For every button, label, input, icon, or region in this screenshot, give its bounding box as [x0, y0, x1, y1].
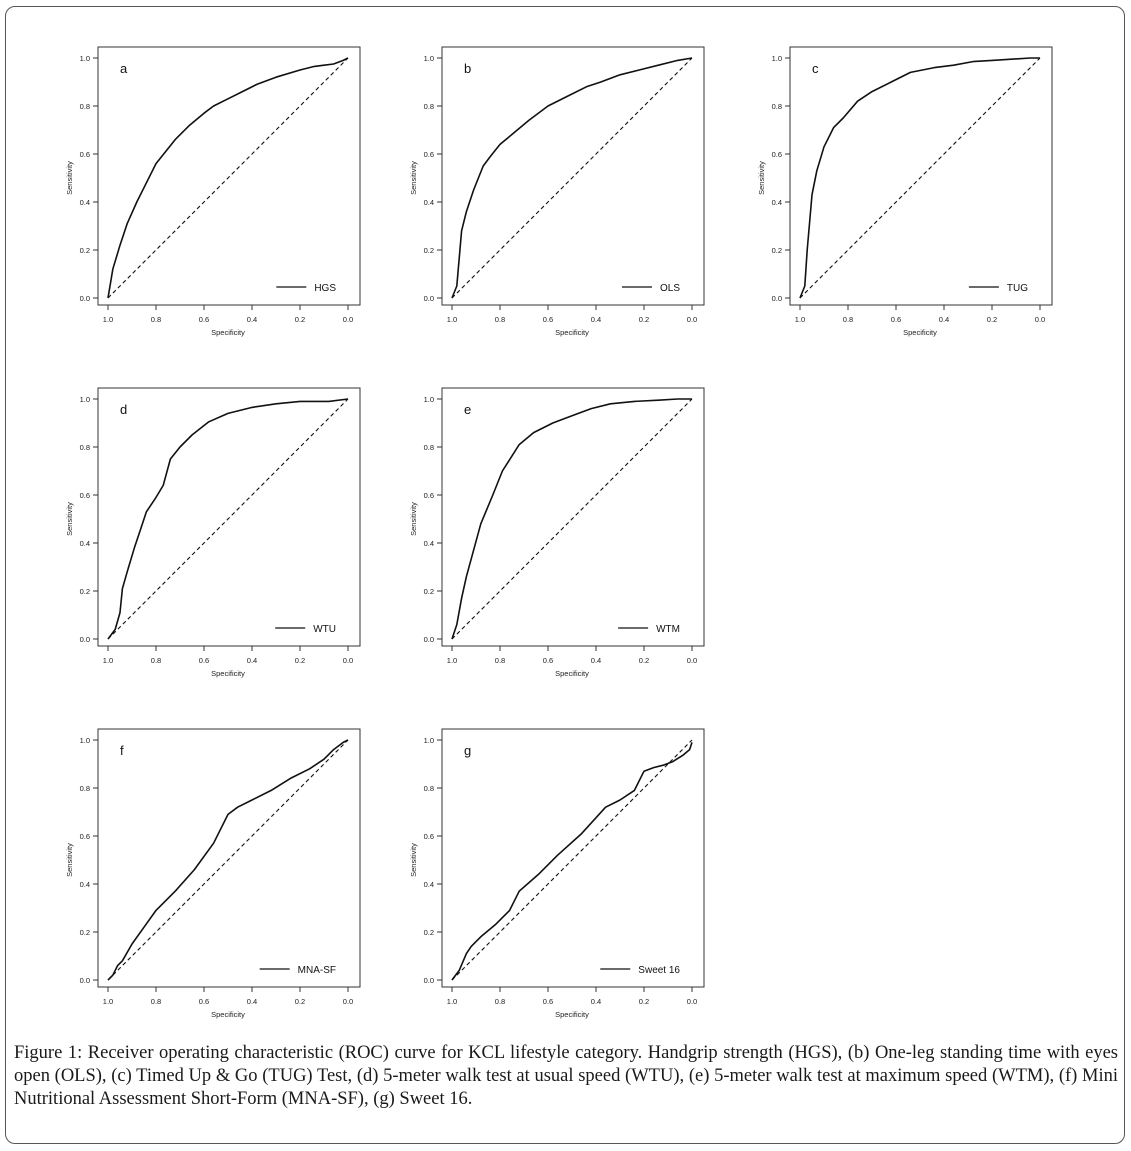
y-tick-label: 0.4 [79, 539, 90, 548]
y-tick-label: 0.4 [79, 880, 90, 889]
x-tick-label: 0.6 [542, 315, 554, 324]
x-tick-label: 0.2 [638, 656, 650, 665]
y-tick-label: 0.6 [423, 150, 434, 159]
y-tick-label: 0.6 [79, 832, 90, 841]
panel-letter: f [120, 743, 124, 758]
x-axis-label: Specificity [903, 328, 937, 337]
legend-label: WTU [313, 624, 336, 635]
roc-panel-e [400, 375, 700, 678]
legend-label: OLS [659, 283, 680, 294]
x-tick-label: 0.0 [342, 997, 354, 1006]
x-tick-label: 0.8 [494, 997, 506, 1006]
y-axis-label: Sensitivity [409, 161, 418, 195]
reference-diagonal-line [108, 58, 348, 298]
y-tick-label: 0.8 [423, 443, 434, 452]
x-axis-label: Specificity [555, 328, 589, 337]
y-tick-label: 1.0 [79, 395, 90, 404]
x-tick-label: 0.2 [294, 315, 306, 324]
roc-chart-svg [748, 34, 1058, 344]
legend-label: WTM [656, 624, 680, 635]
caption-text: Receiver operating characteristic (ROC) curve for KCL lifestyle category. Handgrip strength (HGS), (b) One-leg standing time with eyes open (OLS), (c) Timed Up & Go (TUG) Test, (d) 5-meter walk test at usual speed (WTU), (e) 5-meter walk test at maximum speed (WTM), (f) Mini Nutritional Assessment Short-Form (MNA-SF), (g) Sweet 16. [14, 1043, 1118, 1109]
x-axis-label: Specificity [555, 669, 589, 678]
y-tick-label: 0.0 [79, 635, 90, 644]
y-tick-label: 1.0 [423, 736, 434, 745]
x-tick-label: 0.8 [842, 315, 854, 324]
y-tick-label: 0.6 [79, 150, 90, 159]
x-tick-label: 0.6 [198, 997, 210, 1006]
y-tick-label: 1.0 [79, 54, 90, 63]
figure-caption [14, 1042, 1118, 1111]
x-axis-label: Specificity [211, 328, 245, 337]
x-tick-label: 0.8 [150, 997, 162, 1006]
panel-letter: c [812, 61, 819, 76]
x-tick-label: 1.0 [102, 997, 114, 1006]
plot-frame [98, 47, 360, 305]
y-tick-label: 0.6 [771, 150, 782, 159]
roc-chart-svg [400, 34, 710, 344]
y-axis-label: Sensitivity [409, 843, 418, 877]
plot-frame [98, 388, 360, 646]
y-tick-label: 0.8 [79, 102, 90, 111]
x-tick-label: 0.2 [294, 997, 306, 1006]
y-tick-label: 1.0 [423, 395, 434, 404]
x-axis-label: Specificity [211, 1010, 245, 1019]
x-tick-label: 0.8 [494, 315, 506, 324]
y-tick-label: 1.0 [79, 736, 90, 745]
y-tick-label: 1.0 [423, 54, 434, 63]
plot-frame [442, 47, 704, 305]
y-tick-label: 0.2 [423, 246, 434, 255]
x-tick-label: 0.6 [542, 656, 554, 665]
y-axis-label: Sensitivity [65, 843, 74, 877]
x-tick-label: 0.0 [342, 315, 354, 324]
x-tick-label: 0.2 [294, 656, 306, 665]
y-tick-label: 0.4 [771, 198, 782, 207]
x-tick-label: 1.0 [446, 997, 458, 1006]
y-tick-label: 0.0 [79, 976, 90, 985]
y-tick-label: 0.2 [79, 587, 90, 596]
y-tick-label: 0.2 [423, 928, 434, 937]
y-axis-label: Sensitivity [409, 502, 418, 536]
panel-letter: e [464, 402, 472, 417]
roc-chart-svg [56, 716, 366, 1026]
x-tick-label: 0.4 [590, 315, 602, 324]
roc-panel-b [400, 34, 700, 337]
x-tick-label: 0.8 [150, 656, 162, 665]
plot-frame [98, 729, 360, 987]
x-tick-label: 1.0 [446, 656, 458, 665]
x-tick-label: 0.4 [246, 656, 258, 665]
panel-letter: g [464, 743, 472, 758]
x-tick-label: 0.6 [542, 997, 554, 1006]
plot-frame [790, 47, 1052, 305]
plot-frame [442, 388, 704, 646]
x-tick-label: 0.4 [246, 315, 258, 324]
roc-chart-svg [56, 34, 366, 344]
legend-label: TUG [1006, 283, 1028, 294]
reference-diagonal-line [452, 399, 692, 639]
y-tick-label: 0.0 [423, 976, 434, 985]
x-tick-label: 0.6 [198, 656, 210, 665]
y-tick-label: 0.2 [79, 928, 90, 937]
x-tick-label: 1.0 [794, 315, 806, 324]
x-tick-label: 0.8 [494, 656, 506, 665]
reference-diagonal-line [108, 740, 348, 980]
y-axis-label: Sensitivity [65, 502, 74, 536]
y-tick-label: 0.8 [79, 784, 90, 793]
x-tick-label: 0.2 [638, 315, 650, 324]
roc-chart-svg [56, 375, 366, 685]
y-tick-label: 0.6 [423, 491, 434, 500]
x-tick-label: 0.0 [686, 656, 698, 665]
y-tick-label: 0.2 [423, 587, 434, 596]
x-tick-label: 0.4 [246, 997, 258, 1006]
reference-diagonal-line [452, 740, 692, 980]
legend-label: MNA-SF [297, 965, 336, 976]
x-tick-label: 1.0 [446, 315, 458, 324]
x-tick-label: 0.4 [938, 315, 950, 324]
y-tick-label: 0.0 [79, 294, 90, 303]
panel-letter: d [120, 402, 128, 417]
x-tick-label: 0.0 [1034, 315, 1046, 324]
panel-letter: a [120, 61, 128, 76]
y-tick-label: 0.8 [79, 443, 90, 452]
roc-panel-g [400, 716, 700, 1019]
y-tick-label: 0.2 [771, 246, 782, 255]
roc-chart-svg [400, 375, 710, 685]
reference-diagonal-line [800, 58, 1040, 298]
roc-chart-svg [400, 716, 710, 1026]
y-tick-label: 0.0 [423, 294, 434, 303]
plot-frame [442, 729, 704, 987]
y-tick-label: 0.6 [79, 491, 90, 500]
y-tick-label: 0.0 [423, 635, 434, 644]
y-tick-label: 0.6 [423, 832, 434, 841]
y-tick-label: 0.8 [423, 102, 434, 111]
legend-label: HGS [314, 283, 336, 294]
x-tick-label: 0.6 [198, 315, 210, 324]
panel-letter: b [464, 61, 472, 76]
x-tick-label: 1.0 [102, 315, 114, 324]
x-tick-label: 0.0 [342, 656, 354, 665]
x-tick-label: 0.0 [686, 315, 698, 324]
y-axis-label: Sensitivity [757, 161, 766, 195]
x-tick-label: 0.6 [890, 315, 902, 324]
x-tick-label: 1.0 [102, 656, 114, 665]
y-tick-label: 0.2 [79, 246, 90, 255]
y-tick-label: 0.4 [79, 198, 90, 207]
x-axis-label: Specificity [555, 1010, 589, 1019]
x-tick-label: 0.4 [590, 997, 602, 1006]
x-tick-label: 0.2 [986, 315, 998, 324]
y-tick-label: 0.8 [423, 784, 434, 793]
x-tick-label: 0.2 [638, 997, 650, 1006]
x-tick-label: 0.4 [590, 656, 602, 665]
y-tick-label: 1.0 [771, 54, 782, 63]
x-tick-label: 0.8 [150, 315, 162, 324]
x-tick-label: 0.0 [686, 997, 698, 1006]
x-axis-label: Specificity [211, 669, 245, 678]
y-tick-label: 0.8 [771, 102, 782, 111]
roc-panel-d [56, 375, 356, 678]
y-axis-label: Sensitivity [65, 161, 74, 195]
roc-panel-c [748, 34, 1048, 337]
y-tick-label: 0.4 [423, 198, 434, 207]
y-tick-label: 0.4 [423, 539, 434, 548]
y-tick-label: 0.4 [423, 880, 434, 889]
roc-panel-a [56, 34, 356, 337]
legend-label: Sweet 16 [638, 965, 680, 976]
y-tick-label: 0.0 [771, 294, 782, 303]
roc-panel-f [56, 716, 356, 1019]
caption-label: Figure 1: [14, 1043, 83, 1063]
